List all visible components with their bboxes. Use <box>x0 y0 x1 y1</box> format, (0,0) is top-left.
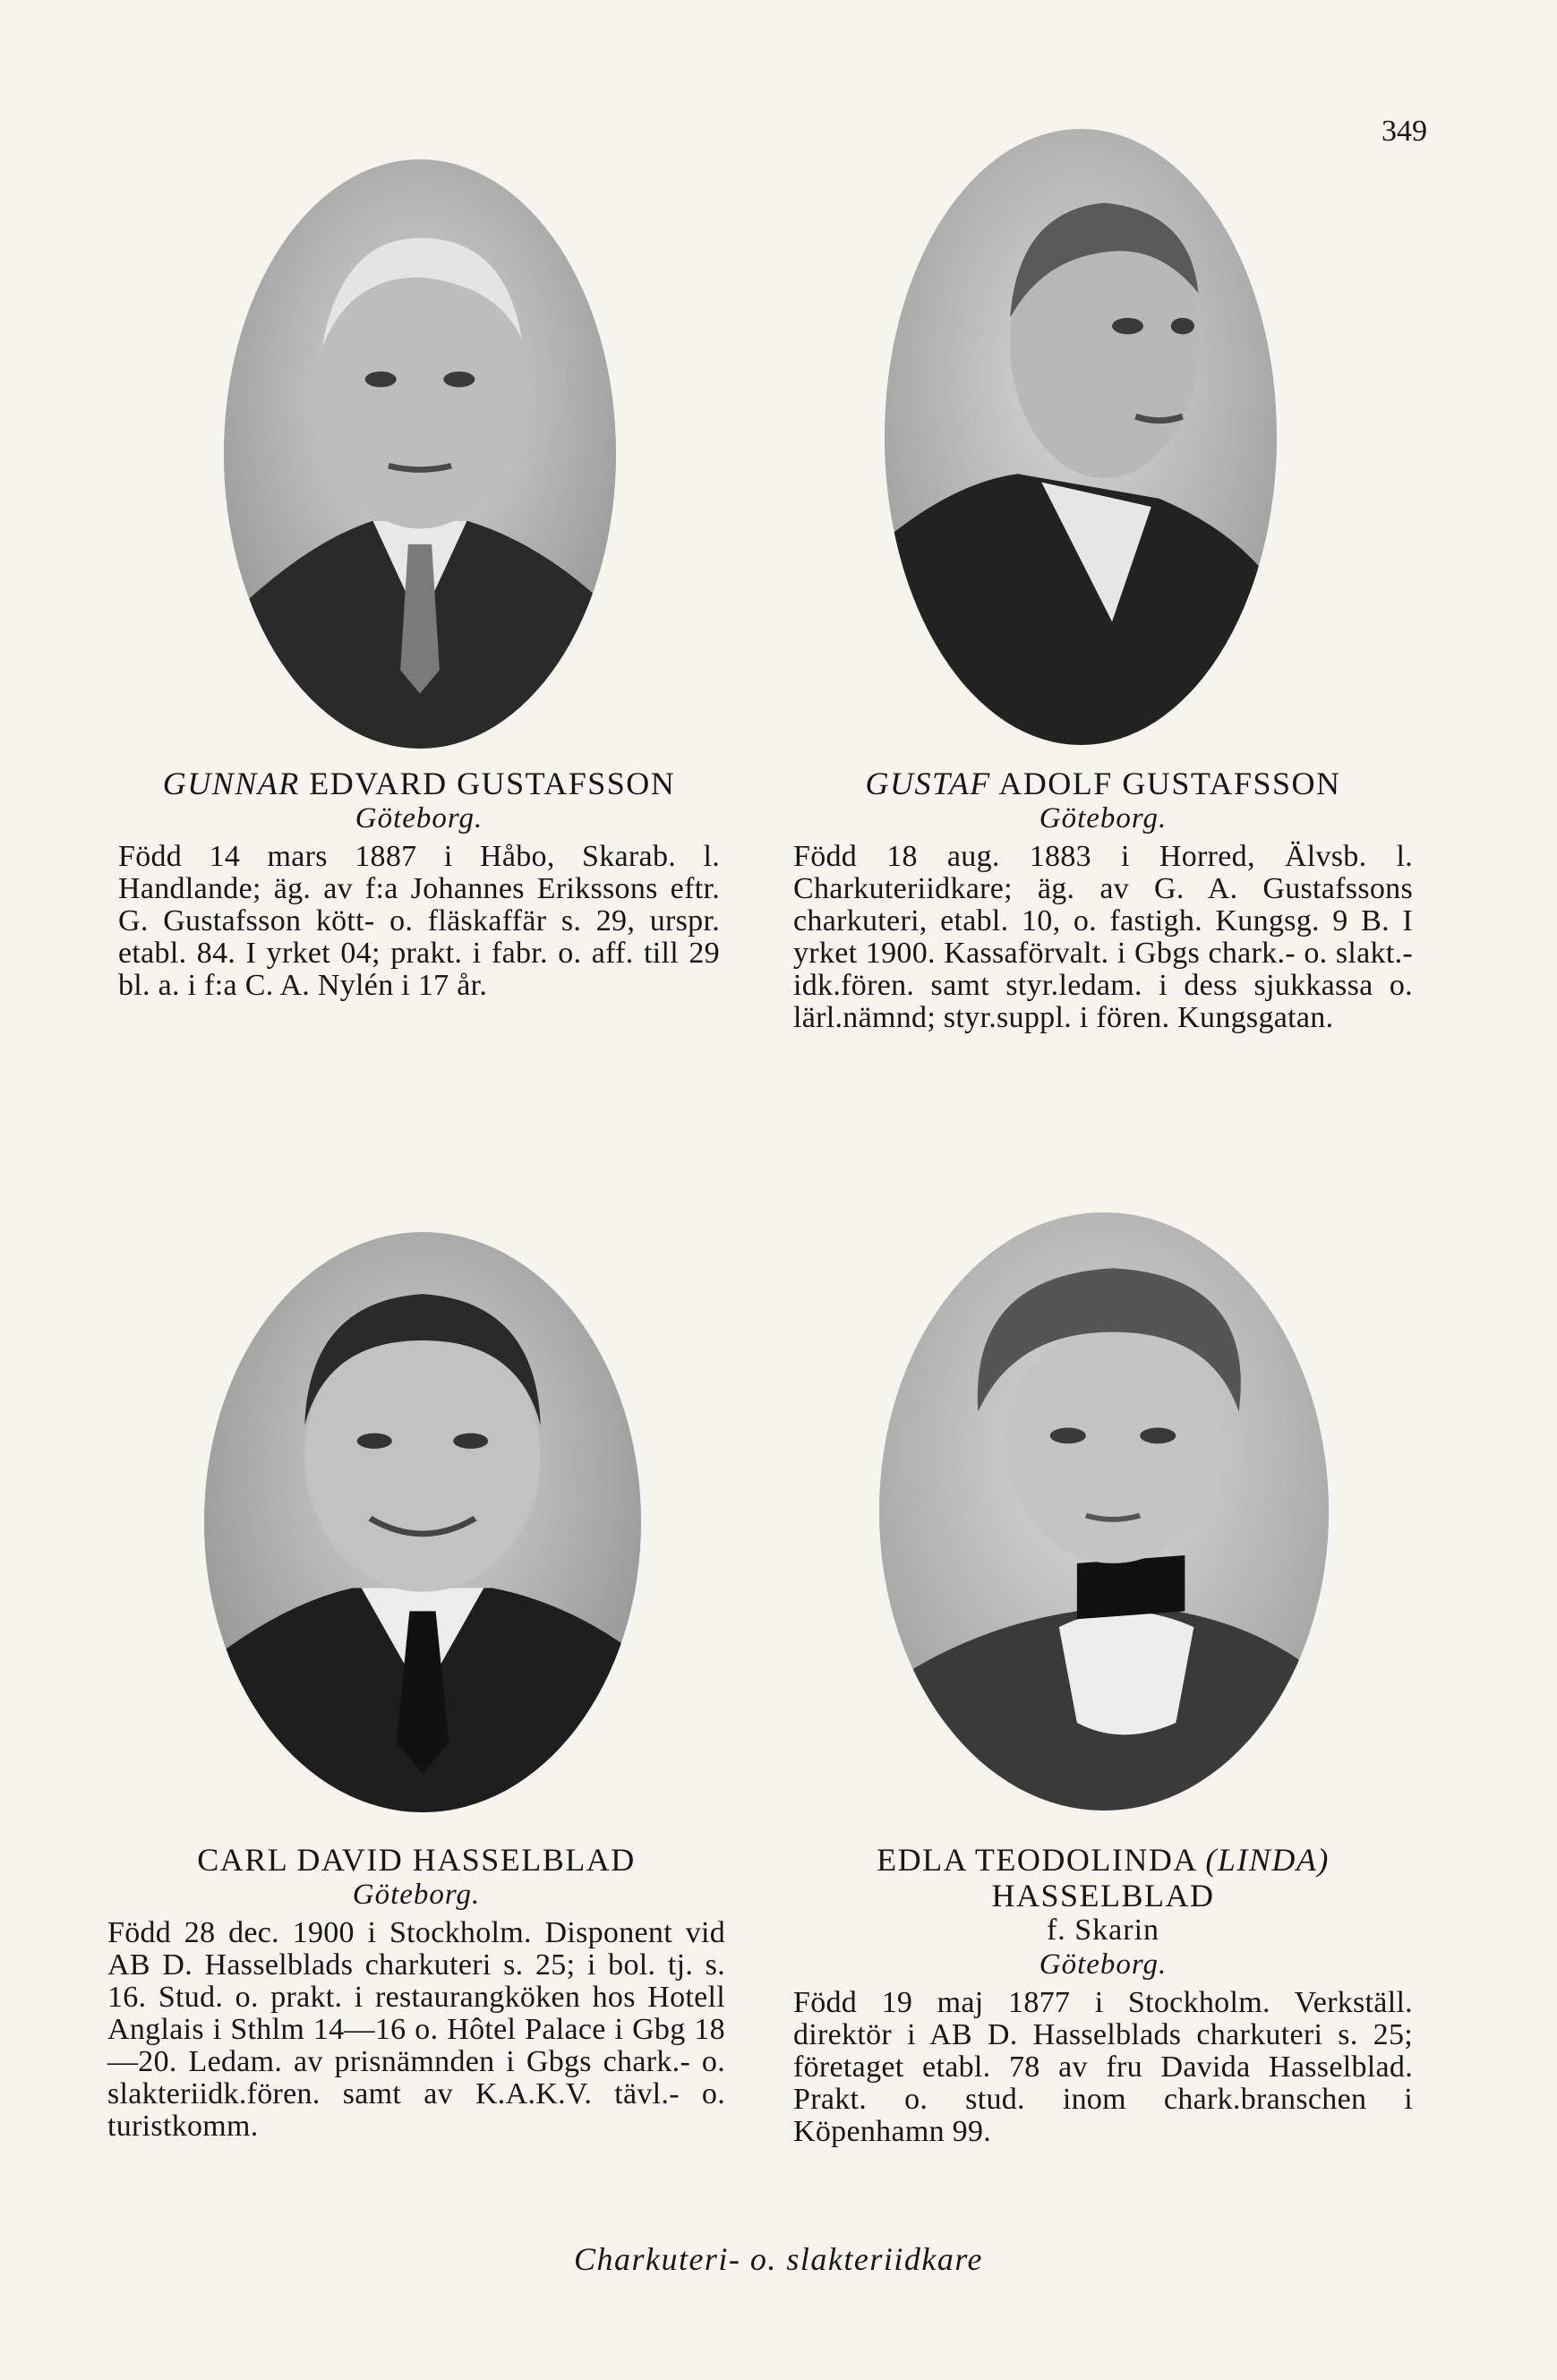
surname: EDVARD GUSTAFSSON <box>309 766 676 801</box>
maiden-name: f. Skarin <box>1046 1913 1160 1947</box>
entry-gunnar-edvard-gustafsson <box>118 766 720 1002</box>
portrait-photo-3 <box>204 1232 641 1812</box>
person-name: CARL DAVID HASSELBLAD <box>197 1842 636 1878</box>
biography: Född 18 aug. 1883 i Horred, Älvsb. l. Charkuteriidkare; äg. av G. A. Gustafssons charkuteri, etabl. 10, o. fastigh. Kungsg. 9 B. I yrket 1900. Kassaförvalt. i Gbgs chark.- o. slakt.-idk.fören. samt styr.ledam. i dess sjukkassa o. lärl.nämnd; styr.suppl. i fören. Kungsgatan. <box>793 840 1413 1034</box>
place: Göteborg. <box>1039 802 1168 835</box>
person-name <box>793 1842 1413 1878</box>
place: Göteborg. <box>352 1879 481 1911</box>
entry-edla-teodolinda-hasselblad <box>793 1842 1413 2148</box>
place: Göteborg. <box>1039 1948 1168 1981</box>
biography: Född 19 maj 1877 i Stockholm. Verkställ. direktör i AB D. Hasselblads charkuteri s. 25; företaget etabl. 78 av fru Davida Hasselblad. Prakt. o. stud. inom chark.branschen i Köpenhamn 99. <box>793 1986 1413 2148</box>
portrait-edla-hasselblad <box>879 1212 1329 1811</box>
surname: ADOLF GUSTAFSSON <box>998 766 1341 801</box>
surname: HASSELBLAD <box>991 1878 1215 1913</box>
portrait-photo-1 <box>224 159 616 749</box>
nickname: (LINDA) <box>1205 1842 1330 1878</box>
portrait-gunnar-gustafsson <box>224 159 616 749</box>
entry-carl-david-hasselblad <box>107 1842 725 2143</box>
biography: Född 14 mars 1887 i Håbo, Skarab. l. Handlande; äg. av f:a Johannes Erikssons eftr. G. Gustafsson kött- o. fläskaffär s. 29, urspr. etabl. 84. I yrket 04; prakt. i fabr. o. aff. till 29 bl. a. i f:a C. A. Nylén i 17 år. <box>118 840 720 1002</box>
portrait-carl-hasselblad <box>204 1232 641 1812</box>
given-name: GUSTAF <box>865 766 991 801</box>
portrait-photo-2 <box>885 129 1277 745</box>
page-footer: Charkuteri- o. slakteriidkare <box>573 2241 984 2277</box>
portrait-gustaf-gustafsson <box>885 129 1277 745</box>
biography: Född 28 dec. 1900 i Stockholm. Disponent vid AB D. Hasselblads charkuteri s. 25; i bol. tj. s. 16. Stud. o. prakt. i restaurangköken hos Hotell Anglais i Sthlm 14—16 o. Hôtel Palace i Gbg 18—20. Ledam. av prisnämnden i Gbgs chark.- o. slakteriidk.fören. samt av K.A.K.V. tävl.- o. turistkomm. <box>107 1916 725 2143</box>
place: Göteborg. <box>355 802 483 835</box>
person-name <box>118 766 720 801</box>
entry-gustaf-adolf-gustafsson <box>793 766 1413 1034</box>
name-line-1: EDLA TEODOLINDA <box>877 1842 1196 1878</box>
portrait-photo-4 <box>879 1212 1329 1811</box>
given-name: GUNNAR <box>162 766 300 801</box>
page-number: 349 <box>1382 115 1427 148</box>
person-name <box>793 766 1413 801</box>
